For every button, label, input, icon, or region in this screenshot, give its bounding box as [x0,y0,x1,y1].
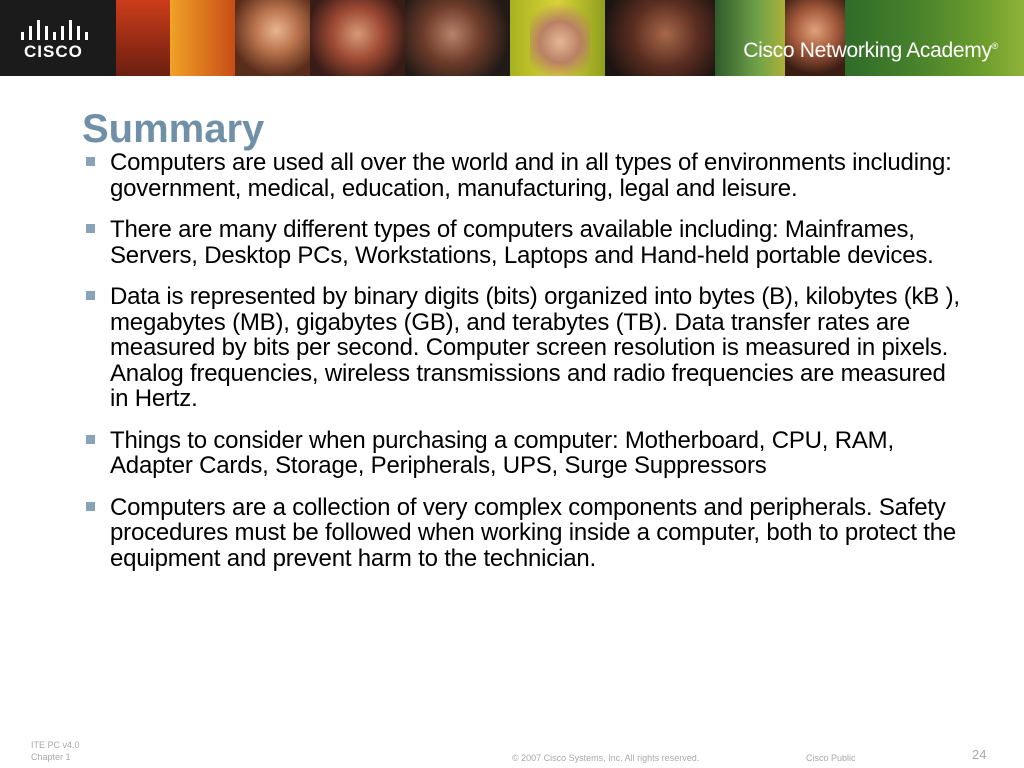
bullet-text: There are many different types of computers available including: Mainframes, Servers, Desktop PCs, Workstations, Laptops and Hand-held portable devices. [110,216,934,269]
bullet-item [84,150,964,201]
cisco-logo-text: CISCO [24,42,83,61]
bullet-item [84,428,964,479]
bullet-item [84,495,964,572]
banner-photo [235,0,310,76]
bullet-text: Data is represented by binary digits (bits) organized into bytes (B), kilobytes (kB ), megabytes (MB), gigabytes (GB), and terabytes (TB). Data transfer rates are measured by bits per second. Computer screen resolution is measured in pixels. Analog frequencies, wireless transmissions and radio frequencies are measured in Hertz. [110,283,960,412]
bullet-text: Things to consider when purchasing a computer: Motherboard, CPU, RAM, Adapter Cards, Storage, Peripherals, UPS, Surge Suppressors [110,426,894,479]
square-bullet-icon [86,224,95,233]
banner-photo [605,0,715,76]
bullet-item [84,217,964,268]
footer-course: ITE PC v4.0 [31,740,80,750]
banner-photo [845,0,1024,76]
cisco-logo [0,0,116,76]
bullet-text: Computers are a collection of very complex components and peripherals. Safety procedures must be followed when working inside a computer, both to protect the equipment and prevent harm to the technician. [110,493,957,572]
cisco-bridge-logo-icon [20,18,92,42]
page-number: 24 [972,747,987,762]
bullet-item [84,284,964,412]
banner-photo [785,0,845,76]
academy-title-text: Cisco Networking Academy [743,39,992,62]
banner-photo [116,0,170,76]
square-bullet-icon [86,291,95,300]
banner-photo [170,0,235,76]
academy-title [743,39,998,63]
banner-photo [310,0,405,76]
bullet-text: Computers are used all over the world and in all types of environments including: government, medical, education, manufacturing, legal and leisure. [110,149,952,202]
banner-photo [715,0,785,76]
registered-mark: ® [991,41,998,51]
square-bullet-icon [86,157,95,166]
square-bullet-icon [86,435,95,444]
square-bullet-icon [86,502,95,511]
banner-photo [530,0,590,76]
header-banner [0,0,1024,76]
footer-classification: Cisco Public [806,753,856,763]
footer-course-info [31,739,80,763]
banner-photo [405,0,510,76]
footer-copyright: © 2007 Cisco Systems, Inc. All rights reserved. [512,753,700,763]
slide-title: Summary [82,107,265,151]
bullet-list [84,150,964,587]
footer-chapter: Chapter 1 [31,752,71,762]
